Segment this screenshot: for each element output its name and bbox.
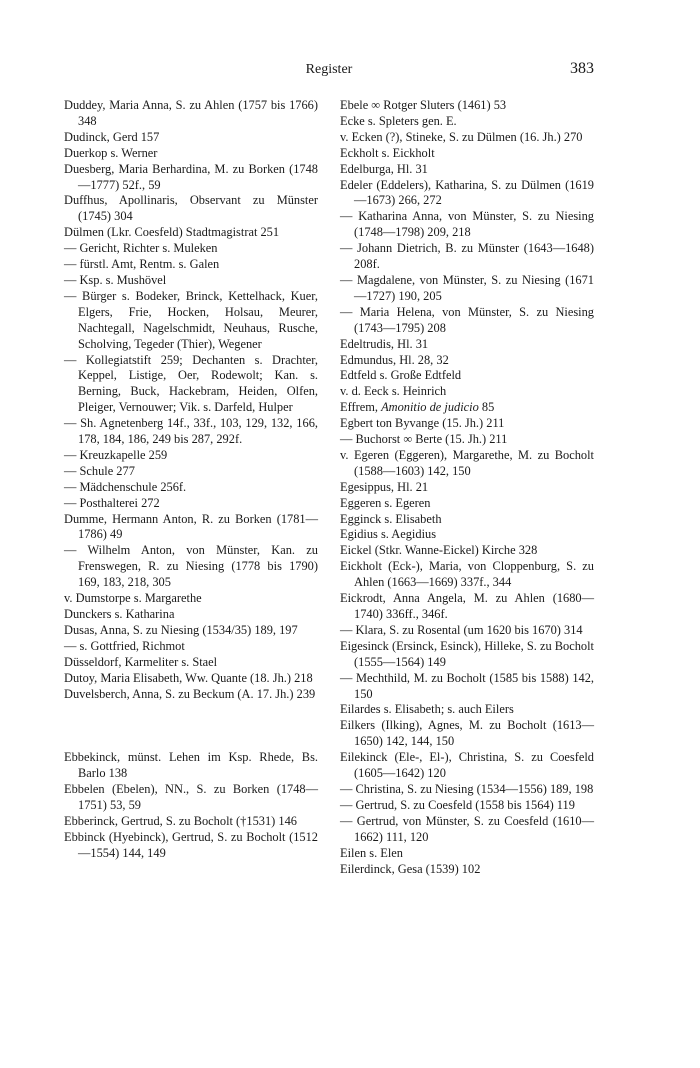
right-column [340, 98, 594, 877]
index-entry: v. d. Eeck s. Heinrich [340, 384, 447, 399]
index-entry: Edeler (Eddelers), Katharina, S. zu Dülmen (1619—1673) 266, 272 [340, 177, 594, 208]
index-entry: Ecke s. Spleters gen. E. [340, 113, 457, 128]
index-entry: — Ksp. s. Mushövel [64, 272, 167, 287]
page-header [64, 60, 594, 82]
index-entry: — Gertrud, S. zu Coesfeld (1558 bis 1564) 119 [340, 797, 575, 812]
index-entry: — Posthalterei 272 [64, 495, 160, 510]
index-entry: Eilardes s. Elisabeth; s. auch Eilers [340, 702, 514, 717]
index-entry: v. Ecken (?), Stineke, S. zu Dülmen (16. Jh.) 270 [340, 129, 583, 144]
index-entry: Eckholt s. Eickholt [340, 145, 435, 160]
index-entry: Dunckers s. Katharina [64, 607, 175, 621]
index-entry: Eilen s. Elen [340, 845, 403, 860]
index-entry: Ebele ∞ Rotger Sluters (1461) 53 [340, 98, 507, 112]
left-entries-d [64, 98, 318, 702]
left-entries-e [64, 750, 318, 861]
index-entry: — Mädchenschule 256f. [64, 479, 187, 494]
index-entry: — Klara, S. zu Rosental (um 1620 bis 1670) 314 [340, 622, 583, 637]
index-entry: — Schule 277 [64, 463, 135, 478]
index-entry: Dumme, Hermann Anton, R. zu Borken (1781—1786) 49 [64, 511, 318, 542]
index-entry: Eilerdinck, Gesa (1539) 102 [340, 861, 481, 876]
index-entry: Duerkop s. Werner [64, 145, 158, 160]
index-entry: Dülmen (Lkr. Coesfeld) Stadtmagistrat 251 [64, 225, 280, 240]
index-entry: Eilkers (Ilking), Agnes, M. zu Bocholt (1613—1650) 142, 144, 150 [340, 718, 594, 749]
index-entry: Egesippus, Hl. 21 [340, 479, 429, 494]
index-entry: Edmundus, Hl. 28, 32 [340, 352, 449, 367]
index-entry: Effrem, Amonitio de judicio 85 [340, 400, 495, 415]
index-entry: Duddey, Maria Anna, S. zu Ahlen (1757 bis 1766) 348 [64, 98, 318, 128]
index-entry: Ebberinck, Gertrud, S. zu Bocholt (†1531) 146 [64, 814, 297, 829]
index-entry: — Christina, S. zu Niesing (1534—1556) 189, 198 [340, 781, 594, 796]
index-entry: Eickholt (Eck-), Maria, von Cloppenburg, S. zu Ahlen (1663—1669) 337f., 344 [340, 559, 594, 590]
index-entry: — Gertrud, von Münster, S. zu Coesfeld (1610—1662) 111, 120 [340, 813, 594, 844]
index-entry: — fürstl. Amt, Rentm. s. Galen [64, 257, 220, 272]
index-entry: Edelburga, Hl. 31 [340, 161, 428, 176]
index-entry: Duesberg, Maria Berhardina, M. zu Borken (1748—1777) 52f., 59 [64, 161, 318, 192]
index-entry: Ebbelen (Ebelen), NN., S. zu Borken (1748—1751) 53, 59 [64, 782, 318, 813]
index-entry: — Johann Dietrich, B. zu Münster (1643—1648) 208f. [340, 241, 594, 272]
index-entry: — Mechthild, M. zu Bocholt (1585 bis 1588) 142, 150 [340, 670, 594, 701]
index-entry: — Maria Helena, von Münster, S. zu Niesing (1743—1795) 208 [340, 304, 594, 335]
index-entry: Edeltrudis, Hl. 31 [340, 336, 429, 351]
index-entry: Eickel (Stkr. Wanne-Eickel) Kirche 328 [340, 543, 538, 558]
work-title: Amonitio de judicio [381, 400, 479, 415]
index-entry: v. Egeren (Eggeren), Margarethe, M. zu Bocholt (1588—1603) 142, 150 [340, 447, 594, 478]
index-entry: Edtfeld s. Große Edtfeld [340, 368, 462, 383]
index-entry: — Sh. Agnetenberg 14f., 33f., 103, 129, 132, 166, 178, 184, 186, 249 bis 287, 292f. [64, 416, 318, 447]
index-entry: Duffhus, Apollinaris, Observant zu Münster (1745) 304 [64, 193, 318, 224]
left-column [64, 98, 318, 862]
index-entry: — Magdalene, von Münster, S. zu Niesing (1671—1727) 190, 205 [340, 272, 594, 303]
index-entry: — Katharina Anna, von Münster, S. zu Niesing (1748—1798) 209, 218 [340, 209, 594, 240]
index-entry: — Kollegiatstift 259; Dechanten s. Drachter, Keppel, Listige, Oer, Rodewolt; Kan. s. Berning, Buck, Hackebram, Heiden, Olfen, Pleiger, Vernouwer; Vik. s. Darfeld, Hulper [64, 352, 318, 415]
page-number: 383 [570, 60, 594, 77]
index-entry: Eickrodt, Anna Angela, M. zu Ahlen (1680—1740) 336ff., 346f. [340, 591, 594, 621]
index-entry: Ebbekinck, münst. Lehen im Ksp. Rhede, Bs. Barlo 138 [64, 750, 318, 781]
index-entry: v. Dumstorpe s. Margarethe [64, 591, 202, 606]
index-entry: Dudinck, Gerd 157 [64, 129, 160, 144]
index-entry: — Gericht, Richter s. Muleken [64, 241, 218, 256]
section-gap [64, 702, 318, 750]
right-entries [340, 98, 594, 877]
index-entry: Eilekinck (Ele-, El-), Christina, S. zu Coesfeld (1605—1642) 120 [340, 750, 594, 781]
index-entry: Egidius s. Aegidius [340, 527, 437, 542]
index-entry: Egbert ton Byvange (15. Jh.) 211 [340, 416, 505, 431]
index-entry: Dutoy, Maria Elisabeth, Ww. Quante (18. Jh.) 218 [64, 670, 313, 685]
index-entry: — Kreuzkapelle 259 [64, 447, 168, 462]
index-entry: Dusas, Anna, S. zu Niesing (1534/35) 189, 197 [64, 622, 298, 637]
index-entry: Düsseldorf, Karmeliter s. Stael [64, 654, 218, 669]
index-entry: — Bürger s. Bodeker, Brinck, Kettelhack, Kuer, Elgers, Frie, Hocken, Holsau, Meurer, Nachtegall, Nagelschmidt, Neuhaus, Rusche, Scholving, Tegeder (Thier), Wegener [64, 288, 318, 351]
index-entry: — Wilhelm Anton, von Münster, Kan. zu Frenswegen, R. zu Niesing (1778 bis 1790) 169, 183, 218, 305 [64, 543, 318, 590]
running-title: Register [305, 62, 353, 77]
index-entry: Ebbinck (Hyebinck), Gertrud, S. zu Bocholt (1512—1554) 144, 149 [64, 829, 318, 860]
index-entry: Duvelsberch, Anna, S. zu Beckum (A. 17. Jh.) 239 [64, 686, 316, 701]
index-entry: Egginck s. Elisabeth [340, 511, 442, 526]
index-entry: — s. Gottfried, Richmot [64, 638, 185, 653]
index-entry: Eigesinck (Ersinck, Esinck), Hilleke, S. zu Bocholt (1555—1564) 149 [340, 638, 594, 669]
index-entry: Eggeren s. Egeren [340, 495, 431, 510]
index-entry: — Buchorst ∞ Berte (15. Jh.) 211 [340, 432, 508, 447]
